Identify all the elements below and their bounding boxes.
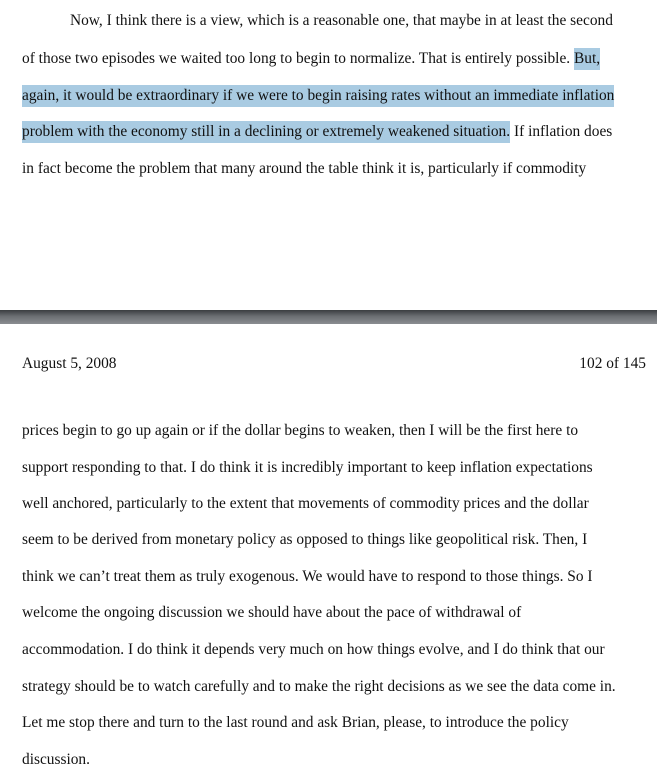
- text-line: discussion.: [22, 751, 90, 768]
- highlighted-text[interactable]: But,: [574, 48, 600, 70]
- highlighted-text[interactable]: problem with the economy still in a declining or extremely weakened situation.: [22, 121, 510, 143]
- text-line: Let me stop there and turn to the last round and ask Brian, please, to introduce the policy: [22, 714, 569, 731]
- highlighted-text[interactable]: again, it would be extraordinary if we were to begin raising rates without an immediate inflation: [22, 85, 614, 107]
- text-line: in fact become the problem that many around the table think it is, particularly if commodity: [22, 160, 587, 177]
- text-line: prices begin to go up again or if the dollar begins to weaken, then I will be the first here to: [22, 422, 579, 439]
- text-line: welcome the ongoing discussion we should have about the pace of withdrawal of: [22, 604, 522, 621]
- text-line: [22, 122, 612, 142]
- text-segment: of those two episodes we waited too long to begin to normalize. That is entirely possible.: [22, 50, 571, 67]
- text-line: [22, 86, 614, 106]
- page-bottom: [0, 324, 657, 779]
- text-line: [22, 49, 600, 69]
- text-segment: If inflation does: [513, 123, 613, 140]
- text-line: accommodation. I do think it depends very much on how things evolve, and I do think that our: [22, 641, 605, 658]
- text-line: Now, I think there is a view, which is a reasonable one, that maybe in at least the second: [70, 12, 613, 29]
- text-line: support responding to that. I do think it is incredibly important to keep inflation expectations: [22, 459, 593, 476]
- page-top: [0, 0, 657, 310]
- text-line: think we can’t treat them as truly exogenous. We would have to respond to those things. So I: [22, 568, 593, 585]
- text-line: strategy should be to watch carefully and to make the right decisions as we see the data come in.: [22, 678, 616, 695]
- text-line: well anchored, particularly to the extent that movements of commodity prices and the dollar: [22, 495, 589, 512]
- page-header-page-number: 102 of 145: [579, 355, 646, 372]
- text-line: seem to be derived from monetary policy as opposed to things like geopolitical risk. Then, I: [22, 531, 588, 548]
- page-break-divider: [0, 310, 657, 324]
- page-header-date: August 5, 2008: [22, 355, 117, 372]
